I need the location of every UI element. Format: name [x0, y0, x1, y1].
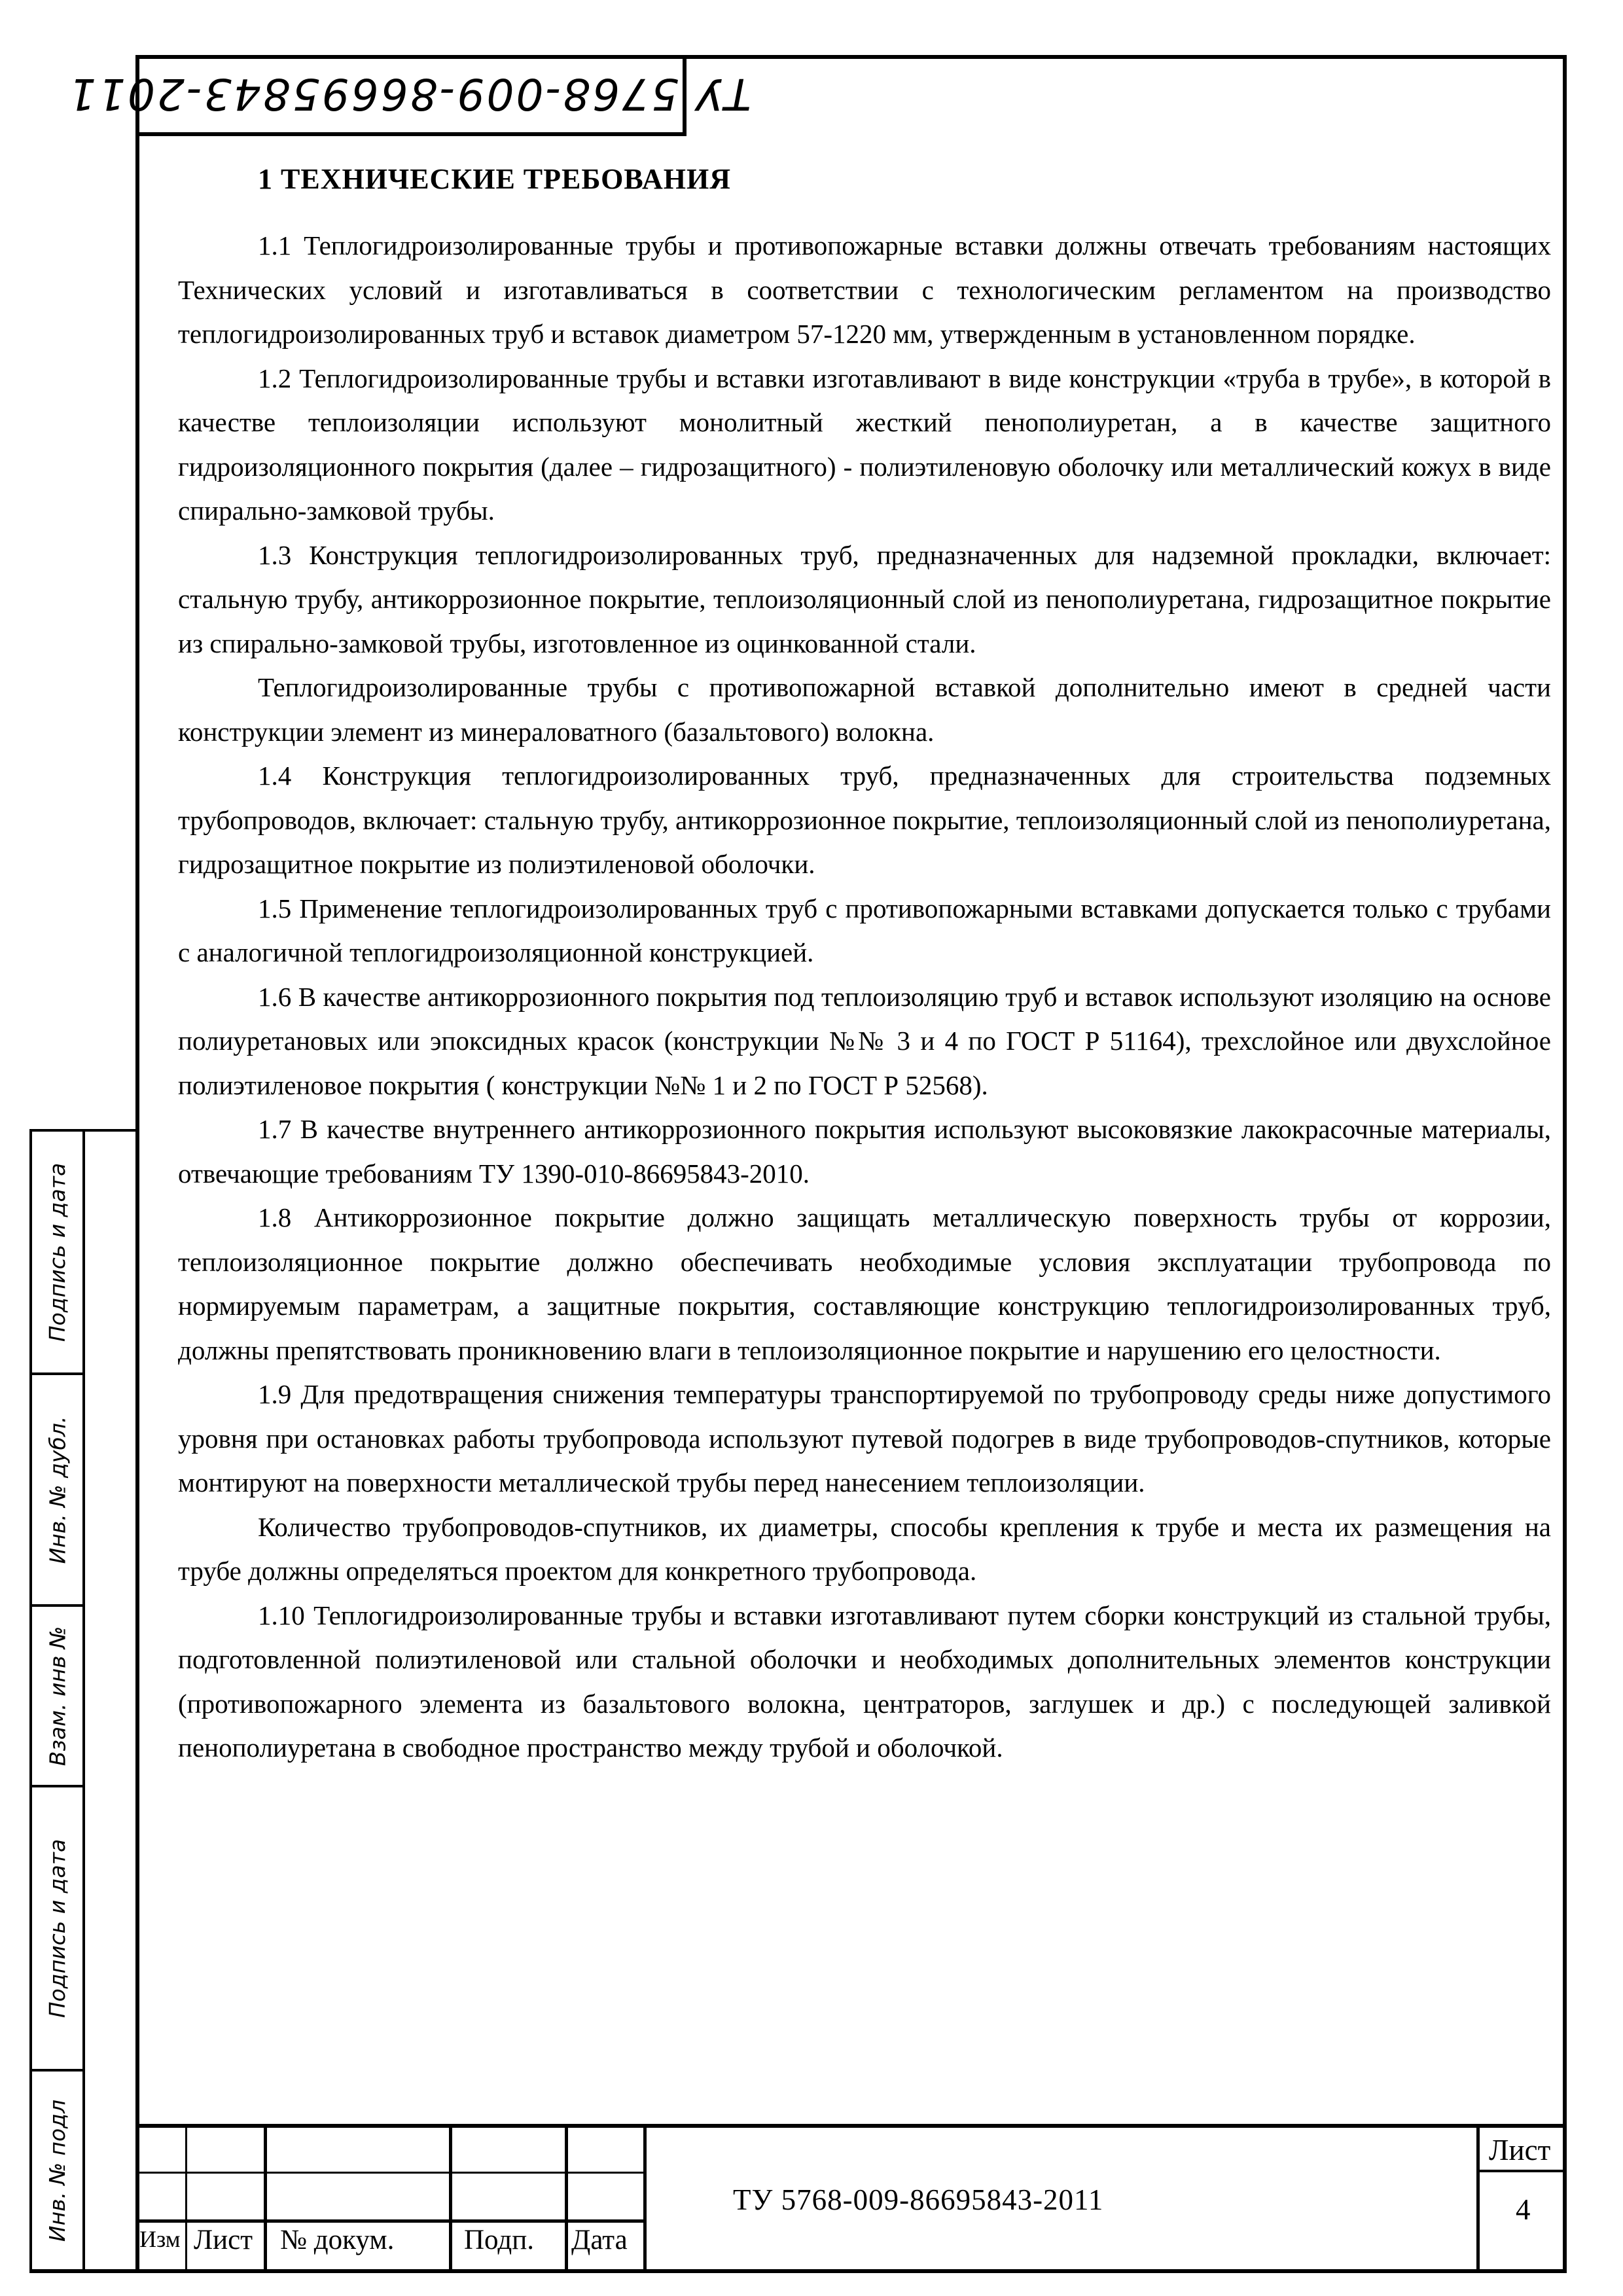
- tb-document-code: ТУ 5768-009-86695843-2011: [733, 2183, 1104, 2216]
- paragraph-1-7: 1.7 В качестве внутреннего антикоррозионного покрытия используют высоковязкие лакокрасочные материалы, отвечающие требованиям ТУ 1390-010-86695843-2010.: [178, 1114, 1551, 1189]
- side-label: Взам. инв №: [45, 1626, 71, 1766]
- paragraph-1-3: 1.3 Конструкция теплогидроизолированных труб, предназначенных для надземной прокладки, включает: стальную трубу, антикоррозионное покрытие, теплоизоляционный слой из пенополиуретана, гидрозащитное покрытие из спирально-замковой трубы, изготовленное из оцинкованной стали.: [178, 539, 1551, 658]
- side-strip: [82, 1129, 135, 2273]
- side-label: Подпись и дата: [45, 1162, 71, 1342]
- tb-col-data: Дата: [571, 2225, 628, 2255]
- top-stamp: [67, 55, 751, 136]
- side-cell-signature-date-2: [29, 1785, 82, 2069]
- side-cell-dup-inv: [29, 1372, 82, 1604]
- section-title: 1 ТЕХНИЧЕСКИЕ ТРЕБОВАНИЯ: [258, 163, 731, 195]
- tb-row-line: [135, 2219, 646, 2223]
- tb-col-list: Лист: [194, 2225, 253, 2255]
- tb-col-line: [185, 2124, 187, 2273]
- tb-col-podp: Подп.: [464, 2225, 534, 2255]
- side-cell-original-inv: [29, 2069, 82, 2273]
- tb-col-line: [264, 2124, 267, 2273]
- paragraph-1-9: 1.9 Для предотвращения снижения температуры транспортируемой по трубопроводу среды ниже допустимого уровня при остановках работы трубопровода используют путевой подогрев в виде трубопроводов-спутников, которые монтируют на поверхности металлической трубы перед нанесением теплоизоляции.: [178, 1379, 1551, 1498]
- tb-sheet-line: [1476, 2170, 1567, 2172]
- tb-sheet-label: Лист: [1489, 2134, 1551, 2166]
- paragraph-1-1: 1.1 Теплогидроизолированные трубы и противопожарные вставки должны отвечать требованиям настоящих Технических условий и изготавливаться в соответствии с технологическим регламентом на производство теплогидроизолированных труб и вставок диаметром 57-1220 мм, утвержденным в установленном порядке.: [178, 230, 1551, 349]
- paragraph-1-6: 1.6 В качестве антикоррозионного покрытия под теплоизоляцию труб и вставок используют изоляцию на основе полиуретановых или эпоксидных красок (конструкции №№ 3 и 4 по ГОСТ Р 51164), трехслойное или двухслойное полиэтиленовое покрытия ( конструкции №№ 1 и 2 по ГОСТ Р 52568).: [178, 981, 1551, 1100]
- side-label: Инв. № подл: [45, 2099, 70, 2242]
- paragraph-1-8: 1.8 Антикоррозионное покрытие должно защищать металлическую поверхность трубы от коррозии, теплоизоляционное покрытие должно обеспечивать необходимые условия эксплуатации трубопровода по нормируемым параметрам, а защитные покрытия, составляющие конструкцию теплогидроизолированных труб, должны препятствовать проникновению влаги в теплоизоляционное покрытие и нарушению его целостности.: [178, 1202, 1551, 1365]
- tb-col-izm: Изм: [139, 2226, 181, 2252]
- tb-col-line: [643, 2124, 647, 2273]
- paragraph-1-10: 1.10 Теплогидроизолированные трубы и вставки изготавливают путем сборки конструкций из стальной трубы, подготовленной полиэтиленовой или стальной оболочки и необходимых дополнительных элементов конструкции (противопожарного элемента из базальтового волокна, центраторов, заглушек и др.) с последующей заливкой пенополиуретана в свободное пространство между трубой и оболочкой.: [178, 1600, 1551, 1763]
- paragraph-1-9-note: Количество трубопроводов-спутников, их диаметры, способы крепления к трубе и места их размещения на трубе должны определяться проектом для конкретного трубопровода.: [178, 1511, 1551, 1586]
- tb-row-line: [135, 2172, 646, 2174]
- side-cell-signature-date-1: [29, 1129, 82, 1372]
- paragraph-1-4: 1.4 Конструкция теплогидроизолированных труб, предназначенных для строительства подземных трубопроводов, включает: стальную трубу, антикоррозионное покрытие, теплоизоляционный слой из пенополиуретана, гидрозащитное покрытие из полиэтиленовой оболочки.: [178, 761, 1551, 879]
- paragraph-1-5: 1.5 Применение теплогидроизолированных труб с противопожарными вставками допускается только с трубами с аналогичной теплогидроизоляционной конструкцией.: [178, 893, 1551, 967]
- paragraph-1-3-note: Теплогидроизолированные трубы с противопожарной вставкой дополнительно имеют в средней части конструкции элемент из минераловатного (базальтового) волокна.: [178, 672, 1551, 747]
- side-cell-replace-inv: [29, 1604, 82, 1785]
- side-label: Инв. № дубл.: [45, 1416, 70, 1564]
- side-label: Подпись и дата: [45, 1839, 71, 2018]
- tb-sheet-number: 4: [1516, 2193, 1531, 2226]
- document-body: [178, 162, 1551, 1770]
- top-stamp-code: ТУ 5768-009-86695843-2011: [67, 68, 751, 119]
- tb-col-line: [565, 2124, 568, 2273]
- paragraph-1-2: 1.2 Теплогидроизолированные трубы и вставки изготавливают в виде конструкции «труба в трубе», в которой в качестве теплоизоляции используют монолитный жесткий пенополиуретан, а в качестве защитного гидроизоляционного покрытия (далее – гидрозащитного) - полиэтиленовую оболочку или металлический кожух в виде спирально-замковой трубы.: [178, 363, 1551, 526]
- tb-col-line: [449, 2124, 452, 2273]
- tb-col-doc: № докум.: [280, 2225, 395, 2255]
- tb-top-border: [135, 2124, 1567, 2128]
- tb-sheet-divider: [1476, 2124, 1480, 2273]
